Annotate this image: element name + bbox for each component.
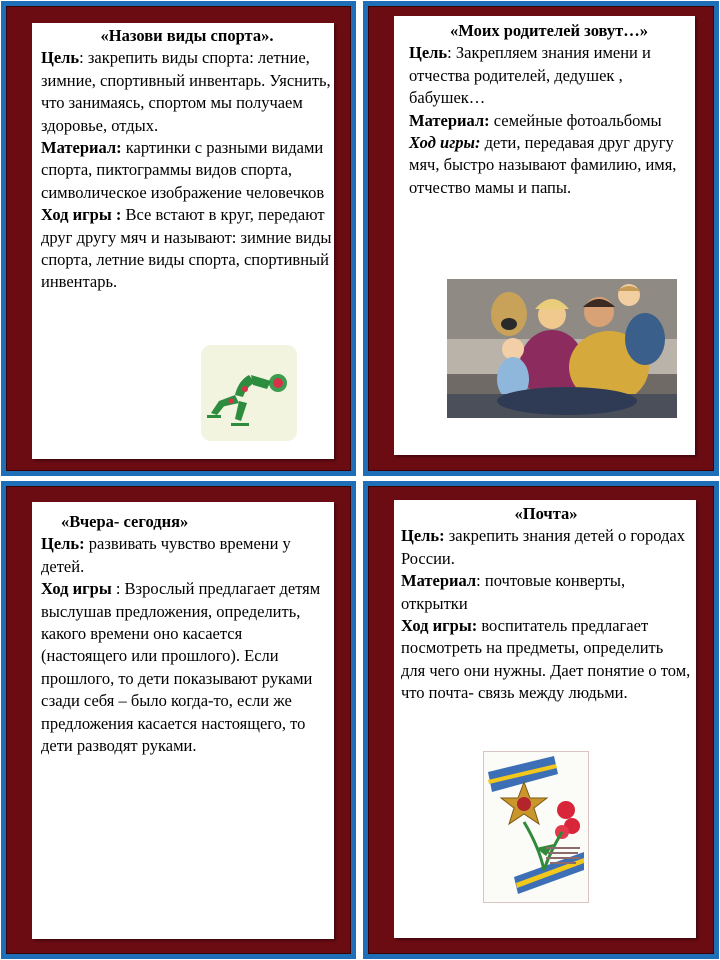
card-text <box>409 20 689 199</box>
material-paragraph <box>409 110 689 132</box>
game-paragraph <box>41 578 325 757</box>
card-panel <box>32 502 334 939</box>
card-post <box>363 481 719 959</box>
card-title: «Моих родителей зовут…» <box>449 21 648 40</box>
card-title: «Вчера- сегодня» <box>61 512 189 531</box>
goal-label: Цель: <box>41 534 85 554</box>
card-panel <box>394 500 696 938</box>
game-text: Все встают в круг, передают друг другу мяч и называют: зимние виды спорта, летние виды спорта, спортивный инвентарь. <box>41 205 332 292</box>
game-paragraph <box>409 132 689 199</box>
goal-label: Цель: <box>401 526 445 546</box>
material-label: Материал <box>401 571 477 591</box>
material-text: : почтовые конверты, открытки <box>401 571 626 613</box>
card-title: «Назови виды спорта». <box>100 26 274 45</box>
game-label: Ход игры <box>41 579 112 599</box>
material-paragraph <box>41 137 333 204</box>
material-label: Материал: <box>41 138 122 158</box>
card-yesterday-today <box>1 481 356 959</box>
game-label: Ход игры: <box>409 133 481 153</box>
postcard-icon <box>483 751 589 903</box>
goal-paragraph <box>401 525 691 570</box>
card-panel <box>394 16 695 455</box>
card-sports <box>1 1 356 476</box>
game-text: : Взрослый предлагает детям выслушав предложения, определить, какого времени оно касается (настоящего или прошлого). Если прошлого, то дети показывают руками сзади себя – было когда-то, если же предложения касается настоящего, то дети разводят руками. <box>41 579 321 756</box>
goal-paragraph <box>41 47 333 137</box>
material-text: картинки с разными видами спорта, пиктограммы видов спорта, символическое изображение человечков <box>41 138 325 202</box>
card-text <box>401 503 691 705</box>
goal-label: Цель <box>409 43 448 63</box>
card-title: «Почта» <box>514 504 578 523</box>
game-paragraph <box>401 615 691 705</box>
material-text: семейные фотоальбомы <box>489 110 662 130</box>
goal-paragraph <box>41 533 325 578</box>
card-text <box>41 25 333 294</box>
card-text <box>41 511 325 757</box>
game-label: Ход игры: <box>401 616 478 636</box>
game-text: дети, передавая друг другу мяч, быстро называют фамилию, имя, отчество мамы и папы. <box>409 133 677 197</box>
goal-paragraph <box>409 42 689 109</box>
game-paragraph <box>41 204 333 294</box>
goal-label: Цель <box>41 48 80 68</box>
material-label: Материал: <box>409 110 490 130</box>
family-photo-icon <box>447 279 677 418</box>
goal-text: : закрепить виды спорта: летние, зимние, спортивный инвентарь. Уяснить, что занимаясь, спортом мы получаем здоровье, отдых. <box>41 48 331 135</box>
skater-pictogram-icon <box>201 345 297 441</box>
goal-text: развивать чувство времени у детей. <box>41 534 291 576</box>
game-text: воспитатель предлагает посмотреть на предметы, определить для чего они нужны. Дает понятие о том, что почта- связь между людьми. <box>401 616 691 703</box>
goal-text: закрепить знания детей о городах России. <box>401 526 685 568</box>
card-panel <box>32 23 334 459</box>
card-parents <box>363 1 719 476</box>
material-paragraph <box>401 570 691 615</box>
goal-text: : Закрепляем знания имени и отчества родителей, дедушек , бабушек… <box>409 43 651 108</box>
game-label: Ход игры : <box>41 205 122 225</box>
